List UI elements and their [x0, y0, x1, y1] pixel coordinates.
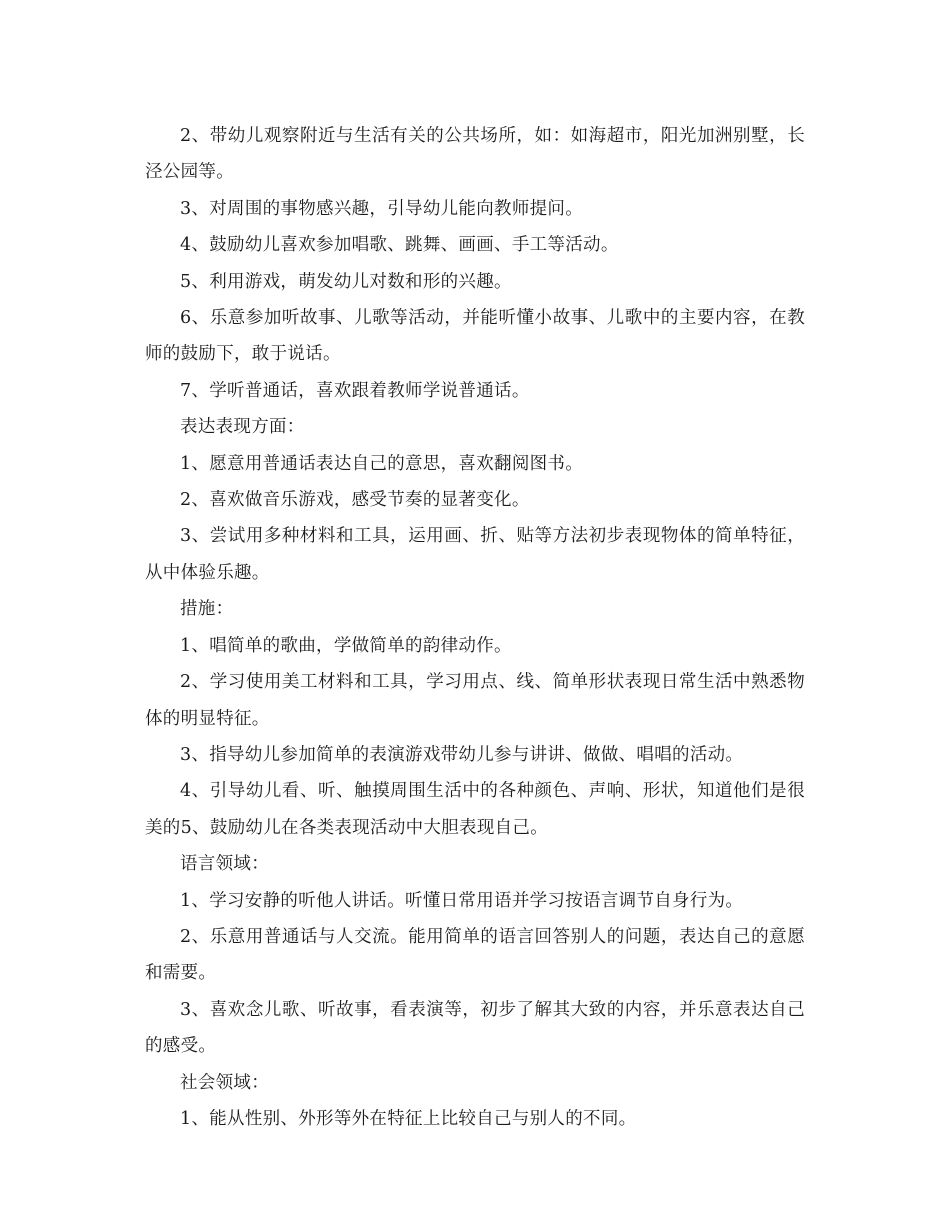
section-heading: 表达表现方面： [180, 417, 305, 438]
paragraph: 2、乐意用普通话与人交流。能用简单的语言回答别人的问题，表达自己的意愿和需要。 [145, 926, 805, 984]
paragraph: 3、尝试用多种材料和工具，运用画、折、贴等方法初步表现物体的简单特征，从中体验乐趣。 [145, 526, 805, 583]
paragraph: 2、带幼儿观察附近与生活有关的公共场所，如：如海超市，阳光加洲别墅，长泾公园等。 [145, 126, 805, 183]
paragraph: 1、愿意用普通话表达自己的意思，喜欢翻阅图书。 [180, 453, 584, 474]
paragraph: 1、能从性别、外形等外在特征上比较自己与别人的不同。 [180, 1108, 637, 1129]
paragraph: 4、鼓励幼儿喜欢参加唱歌、跳舞、画画、手工等活动。 [180, 235, 619, 256]
paragraph: 7、学听普通话，喜欢跟着教师学说普通话。 [180, 380, 530, 401]
paragraph: 4、引导幼儿看、听、触摸周围生活中的各种颜色、声响、形状，知道他们是很美的5、鼓励幼儿在各类表现活动中大胆表现自己。 [145, 781, 805, 838]
paragraph: 6、乐意参加听故事、儿歌等活动，并能听懂小故事、儿歌中的主要内容，在教师的鼓励下，敢于说话。 [145, 308, 805, 365]
section-heading: 语言领域： [180, 854, 269, 875]
section-heading: 社会领域： [180, 1072, 269, 1093]
paragraph: 1、学习安静的听他人讲话。听懂日常用语并学习按语言调节自身行为。 [180, 890, 744, 911]
paragraph: 3、对周围的事物感兴趣，引导幼儿能向教师提问。 [180, 198, 584, 219]
paragraph: 3、喜欢念儿歌、听故事，看表演等，初步了解其大致的内容，并乐意表达自己的感受。 [145, 999, 805, 1057]
document-body [145, 118, 805, 1137]
paragraph: 3、指导幼儿参加简单的表演游戏带幼儿参与讲讲、做做、唱唱的活动。 [180, 744, 744, 765]
paragraph: 2、学习使用美工材料和工具，学习用点、线、简单形状表现日常生活中熟悉物体的明显特征。 [145, 672, 805, 729]
section-heading: 措施： [180, 599, 234, 620]
paragraph: 5、利用游戏，萌发幼儿对数和形的兴趣。 [180, 271, 512, 292]
paragraph: 1、唱简单的歌曲，学做简单的韵律动作。 [180, 635, 512, 656]
paragraph: 2、喜欢做音乐游戏，感受节奏的显著变化。 [180, 490, 530, 511]
